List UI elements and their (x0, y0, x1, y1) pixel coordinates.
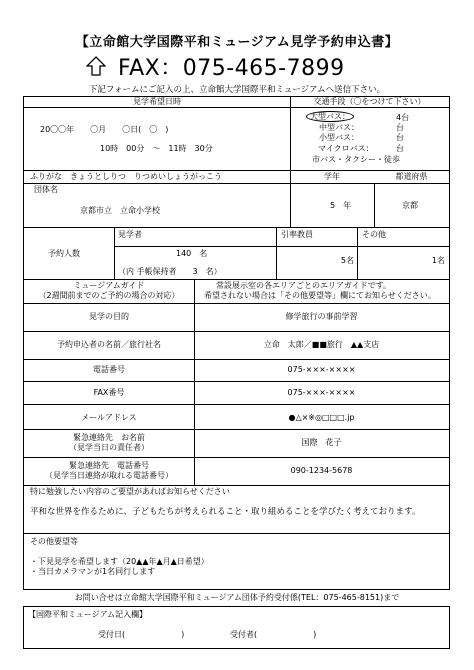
teachers-label: 引率教員 (281, 230, 313, 239)
transport-count-micro-bus[interactable]: 台 (396, 144, 404, 153)
prefecture-header: 都道府県 (395, 172, 428, 181)
furigana-label: ふりがな (30, 172, 62, 181)
phone-value[interactable]: 075-×××-×××× (287, 365, 356, 374)
emergency-name-label: 緊急連絡先 お名前 (73, 433, 145, 442)
reservation-count-label: 予約人数 (48, 249, 80, 258)
other-request-2[interactable]: ・当日カメラマンが1名同行します (30, 567, 156, 576)
fax-label: FAX番号 (93, 388, 125, 397)
emergency-phone-label: 緊急連絡先 電話番号 (69, 461, 149, 470)
fax-number-heading: FAX：075-465-7899 (118, 55, 345, 81)
transport-count-small-bus[interactable]: 台 (396, 133, 404, 142)
received-date-field[interactable]: 受付日( ) (98, 630, 185, 639)
purpose-value[interactable]: 修学旅行の事前学習 (285, 312, 358, 321)
visitors-label: 見学者 (118, 230, 142, 239)
email-value[interactable]: ●△×※◎□□□.jp (288, 413, 355, 422)
emergency-phone-note: （見学当日連絡が取れる電話番号） (45, 471, 173, 480)
others-count[interactable]: 1名 (431, 256, 445, 265)
email-label: メールアドレス (81, 413, 137, 422)
others-label: その他 (362, 230, 386, 239)
emergency-name-note: （見学当日の責任者） (69, 443, 149, 452)
visitors-handbook-count[interactable]: （内 手帳保持者 3 名） (118, 267, 222, 276)
transport-option-medium-bus[interactable]: 中型バス： (319, 123, 359, 132)
other-request-1[interactable]: ・下見見学を希望します（20▲▲年▲月▲日希望） (30, 557, 209, 566)
transport-count-large-bus[interactable]: 4台 (396, 113, 410, 122)
transport-option-small-bus[interactable]: 小型バス： (319, 133, 359, 142)
office-title: 【国際平和ミュージアム記入欄】 (28, 610, 148, 619)
guide-description-2: 希望されない場合は「その他要望等」欄にてお知らせください。 (204, 291, 436, 300)
visit-date[interactable]: 20〇〇年 〇月 〇日( 〇 ) (40, 125, 169, 134)
guide-description-1: 常設展示室の各エリアごとのエリアガイドです。 (216, 281, 392, 290)
transport-count-medium-bus[interactable]: 台 (396, 123, 404, 132)
special-notes-value[interactable]: 平和な世界を作るために、子どもたちが考えられること・取り組めることを学びたく考えております。 (30, 507, 421, 517)
visit-time[interactable]: 10時 00分 ～ 11時 30分 (100, 144, 213, 153)
instruction-text: 下記フォームにご記入の上、立命館大学国際平和ミュージアムへ送信下さい。 (88, 85, 386, 95)
transport-option-large-bus[interactable]: 大型バス： (306, 112, 354, 122)
grade-value[interactable]: 5 年 (330, 201, 352, 210)
group-name-label: 団体名 (34, 185, 58, 194)
receiver-field[interactable]: 受付者( ) (230, 630, 317, 639)
up-arrow-outline-icon (86, 56, 106, 76)
applicant-value[interactable]: 立命 太郎／■■旅行 ▲▲支店 (263, 340, 380, 349)
teachers-count[interactable]: 5名 (340, 256, 354, 265)
applicant-label: 予約申込者の名前／旅行社名 (57, 340, 161, 349)
emergency-phone-value[interactable]: 090-1234-5678 (290, 466, 353, 475)
transport-option-other[interactable]: 市バス・タクシー・徒歩 (312, 155, 400, 164)
visit-datetime-header: 見学希望日時 (133, 97, 181, 106)
transport-header: 交通手段（〇をつけて下さい） (313, 97, 426, 106)
transport-option-micro-bus[interactable]: マイクロバス： (318, 144, 374, 153)
emergency-name-value[interactable]: 国際 花子 (301, 438, 342, 447)
furigana-value[interactable]: きょうとしりつ りつめいしょうがっこう (70, 172, 222, 181)
phone-label: 電話番号 (93, 365, 125, 374)
visitors-count[interactable]: 140 名 (176, 249, 208, 258)
other-requests-label: その他要望等 (30, 537, 78, 546)
fax-value[interactable]: 075-×××-×××× (287, 388, 356, 397)
group-name-value[interactable]: 京都市立 立命小学校 (80, 206, 160, 215)
guide-note: （2週間前までのご予約の場合の対応） (38, 291, 180, 300)
museum-office-box (23, 606, 450, 649)
form-title: 【立命館大学国際平和ミュージアム見学予約申込書】 (75, 35, 399, 50)
guide-label: ミュージアムガイド (73, 281, 145, 290)
application-form (23, 96, 450, 590)
contact-footer: お問い合せは立命館大学国際平和ミュージアム団体予約受付係(TEL：075-465-8151)まで (74, 593, 400, 602)
grade-header: 学年 (324, 172, 340, 181)
purpose-label: 見学の目的 (89, 312, 129, 321)
fax-row (86, 52, 345, 80)
special-notes-label: 特に勉強したい内容のご要望があればお知らせください (30, 487, 230, 496)
prefecture-value[interactable]: 京都 (402, 201, 418, 210)
